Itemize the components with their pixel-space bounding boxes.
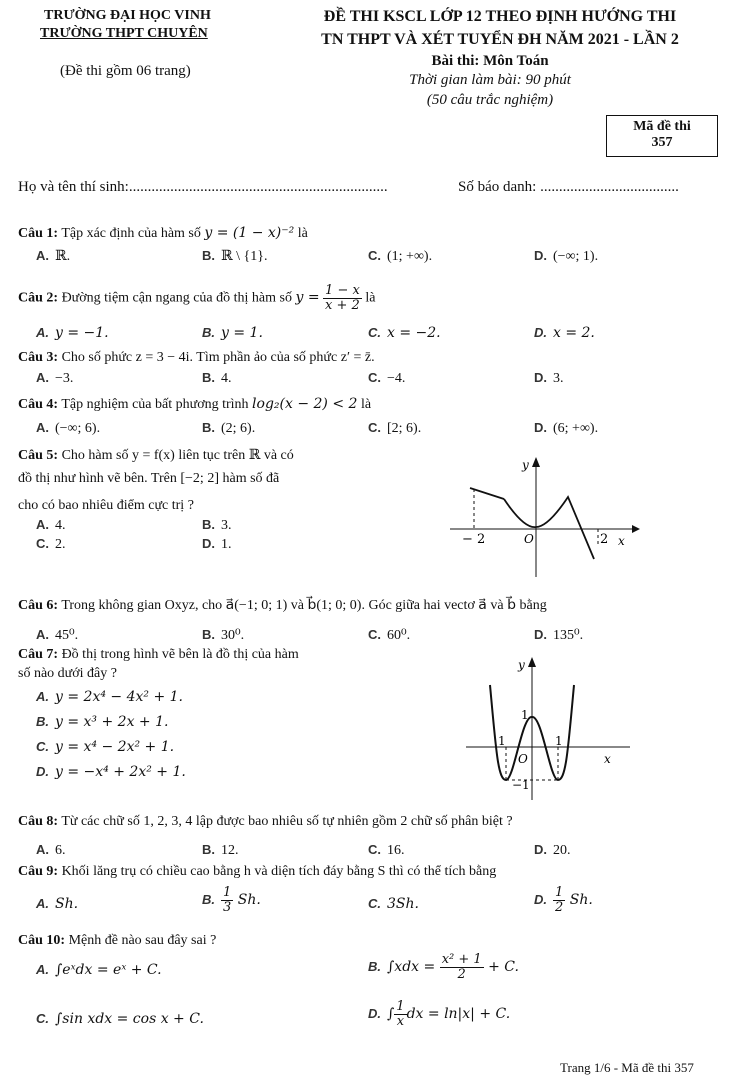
q5-option-c: C. 2.	[36, 536, 66, 552]
q3-option-d: D. 3.	[534, 370, 564, 386]
q7-graph	[460, 655, 640, 805]
q5-xpos: 2	[600, 532, 609, 547]
q7-option-c: C. y = x⁴ − 2x² + 1.	[36, 739, 175, 755]
exam-title-1: ĐỀ THI KSCL LỚP 12 THEO ĐỊNH HƯỚNG THI	[323, 8, 677, 25]
q7-one-right: 1	[555, 734, 563, 748]
q1-option-b: B. ℝ \ {1}.	[202, 248, 268, 264]
q2-option-d: D. x = 2.	[534, 325, 595, 341]
q10-option-b: B. ∫xdx = $\frac{\text{x² + 1}}{2}$ + C.	[368, 952, 519, 982]
exam-code-label: Mã đề thi	[633, 119, 691, 134]
q7-option-a: A. y = 2x⁴ − 4x² + 1.	[36, 689, 183, 705]
question-10: Câu 10: Mệnh đề nào sau đây sai ?	[18, 933, 217, 948]
q5-curve-main	[504, 497, 594, 559]
school-name-2: TRƯỜNG THPT CHUYÊN	[40, 26, 208, 41]
school-name: TRƯỜNG ĐẠI HỌC VINH	[44, 8, 211, 23]
exam-title-2: TN THPT VÀ XÉT TUYỂN ĐH NĂM 2021 - LẦN 2	[321, 31, 679, 48]
q7-ylabel: y	[518, 658, 525, 672]
student-name-field: Họ và tên thí sinh:.....................................................................	[18, 179, 388, 195]
q4-option-d: D. (6; +∞).	[534, 420, 599, 436]
question-6: Câu 6: Trong không gian Oxyz, cho a⃗(−1; 0; 1) và b⃗(1; 0; 0). Góc giữa hai vectơ a⃗ và b⃗ bằng	[18, 598, 547, 613]
q5-x-arrow	[632, 525, 640, 533]
exam-code-box	[606, 115, 718, 157]
q5-y-arrow	[532, 457, 540, 467]
q3-option-b: B. 4.	[202, 370, 232, 386]
question-4: Câu 4: Tập nghiệm của bất phương trình log₂(x − 2) < 2 là	[18, 396, 372, 412]
question-3: Câu 3: Cho số phức z = 3 − 4i. Tìm phần ảo của số phức z′ = z̄.	[18, 350, 375, 365]
page-footer: Trang 1/6 - Mã đề thi 357	[560, 1060, 694, 1075]
q9-option-a: A. Sh.	[36, 896, 79, 912]
q3-option-c: C. −4.	[368, 370, 406, 386]
q6-option-b: B. 30⁰.	[202, 627, 245, 643]
q4-option-b: B. (2; 6).	[202, 420, 256, 436]
q6-option-c: C. 60⁰.	[368, 627, 411, 643]
q5-ylabel: y	[522, 458, 529, 472]
q2-option-b: B. y = 1.	[202, 325, 263, 341]
q5-line-2: đồ thị như hình vẽ bên. Trên [−2; 2] hàm số đã	[18, 471, 280, 486]
q5-origin: O	[524, 532, 534, 546]
q2-option-a: A. y = −1.	[36, 325, 109, 341]
q1-expr: y = (1 − x)⁻²	[204, 225, 295, 241]
q5-option-b: B. 3.	[202, 517, 232, 533]
question-7: Câu 7: Đồ thị trong hình vẽ bên là đồ thị của hàm	[18, 647, 299, 662]
exam-time: Thời gian làm bài: 90 phút	[409, 72, 571, 88]
q7-minus-one: −1	[512, 778, 530, 792]
question-1	[18, 225, 308, 242]
q1-option-c: C. (1; +∞).	[368, 248, 433, 264]
q4-option-c: C. [2; 6).	[368, 420, 422, 436]
q5-curve-left	[470, 488, 504, 499]
page-count: (Đề thi gồm 06 trang)	[60, 63, 191, 79]
q2-option-c: C. x = −2.	[368, 325, 441, 341]
q5-xlabel: x	[618, 534, 625, 548]
q7-origin: O	[518, 752, 528, 766]
q5-option-d: D. 1.	[202, 536, 232, 552]
question-8: Câu 8: Từ các chữ số 1, 2, 3, 4 lập được bao nhiêu số tự nhiên gồm 2 chữ số phân biệt ?	[18, 814, 513, 829]
q10-option-c: C. ∫sin xdx = cos x + C.	[36, 1011, 204, 1027]
q1-tail: là	[297, 226, 308, 241]
q5-line-3: cho có bao nhiêu điểm cực trị ?	[18, 498, 194, 513]
q8-option-c: C. 16.	[368, 842, 405, 858]
q8-option-b: B. 12.	[202, 842, 239, 858]
q1-text: Tập xác định của hàm số	[61, 226, 201, 241]
question-5: Câu 5: Cho hàm số y = f(x) liên tục trên ℝ và có	[18, 448, 294, 463]
q1-option-a: A. ℝ.	[36, 248, 71, 264]
q8-option-d: D. 20.	[534, 842, 571, 858]
question-9: Câu 9: Khối lăng trụ có chiều cao bằng h và diện tích đáy bằng S thì có thể tích bằng	[18, 864, 497, 879]
q2-fraction: $\frac{1 - x}{x + 2}$	[325, 283, 360, 313]
question-count: (50 câu trắc nghiệm)	[426, 92, 554, 108]
q1-option-d: D. (−∞; 1).	[534, 248, 599, 264]
q4-option-a: A. (−∞; 6).	[36, 420, 101, 436]
q7-one-left: 1	[498, 734, 506, 748]
exam-code: 357	[651, 135, 673, 150]
q1-label: Câu 1:	[18, 226, 59, 241]
q7-option-d: D. y = −x⁴ + 2x² + 1.	[36, 764, 186, 780]
q9-option-d: D. $\frac{1}{2}$ Sh.	[534, 885, 593, 915]
q10-option-d: D. ∫ $\frac{1}{x}$ dx = ln|x| + C.	[368, 999, 511, 1029]
q7-one-top: 1	[521, 708, 529, 722]
q7-y-arrow	[528, 657, 536, 667]
q9-option-c: C. 3Sh.	[368, 896, 419, 912]
q3-option-a: A. −3.	[36, 370, 74, 386]
q6-option-a: A. 45⁰.	[36, 627, 79, 643]
q6-option-d: D. 135⁰.	[534, 627, 584, 643]
exam-subject: Bài thi: Môn Toán	[431, 53, 549, 69]
question-2: Câu 2: Đường tiệm cận ngang của đồ thị hàm số y = $\frac{1 - x}{x + 2}$ là	[18, 283, 376, 313]
q7-option-b: B. y = x³ + 2x + 1.	[36, 714, 169, 730]
q10-option-a: A. ∫eˣdx = eˣ + C.	[36, 962, 162, 978]
q5-xneg: − 2	[462, 532, 486, 547]
q5-graph	[440, 455, 640, 585]
q8-option-a: A. 6.	[36, 842, 66, 858]
q7-xlabel: x	[604, 752, 611, 766]
q5-option-a: A. 4.	[36, 517, 66, 533]
q9-option-b: B. $\frac{1}{3}$ Sh.	[202, 885, 261, 915]
student-id-field: Số báo danh: .....................................	[458, 179, 679, 195]
q7-line-2: số nào dưới đây ?	[18, 666, 117, 681]
